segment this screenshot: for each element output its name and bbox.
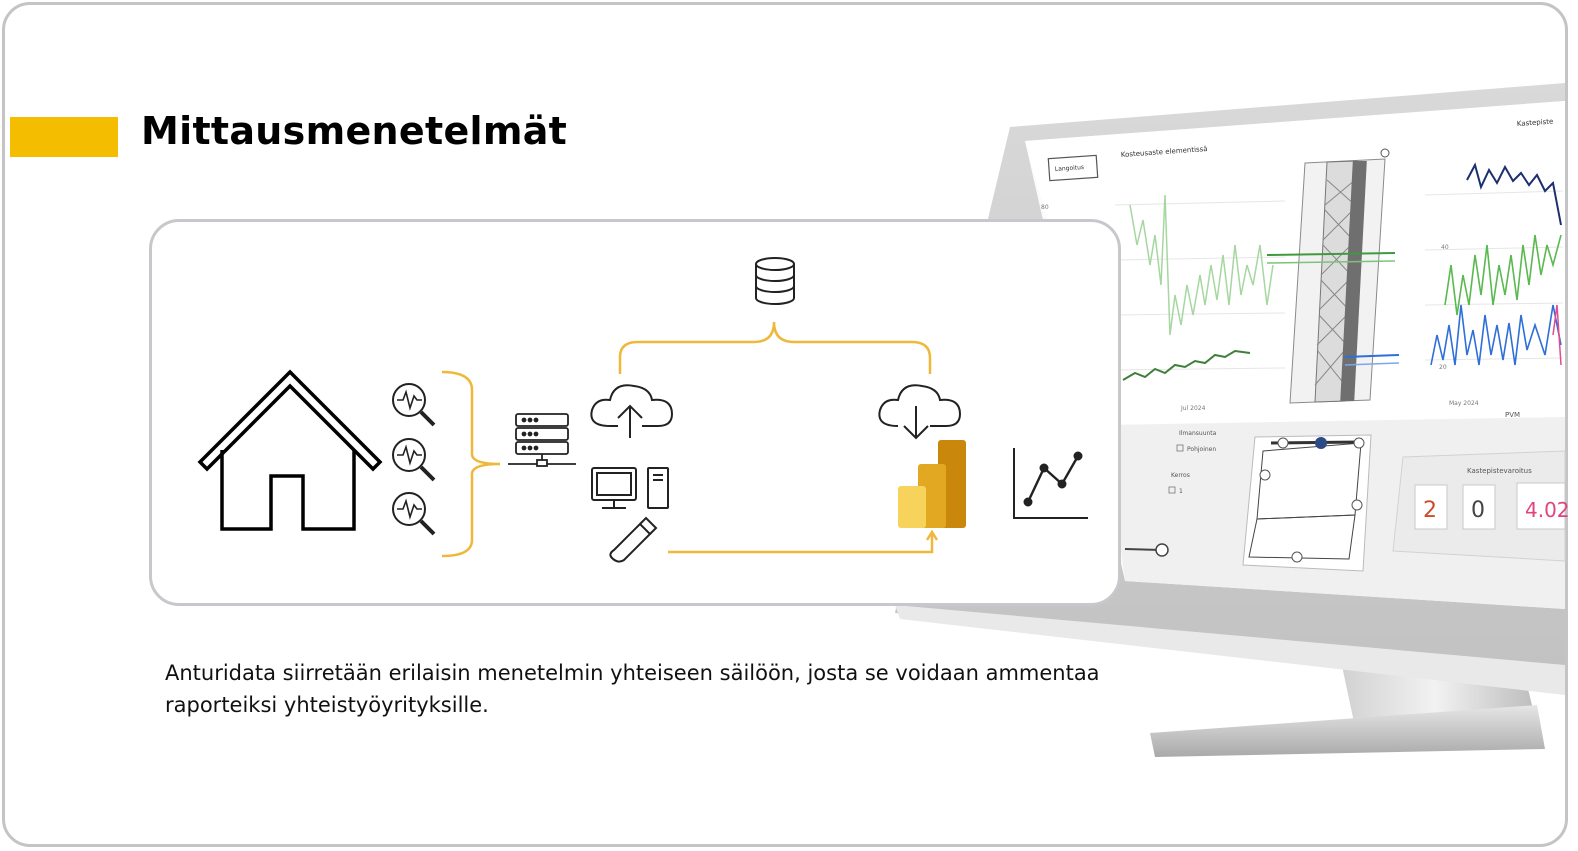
- sensor-bracket: [442, 372, 500, 556]
- dashboard-axis-label: 40: [1441, 244, 1449, 251]
- transfer-arrow: [668, 534, 932, 552]
- kpi-value: 2: [1423, 498, 1437, 523]
- dashboard-axis-label: 20: [1439, 364, 1447, 371]
- kpi-title: Kastepistevaroitus: [1467, 467, 1532, 475]
- dashboard-axis-label: Jul 2024: [1181, 405, 1206, 412]
- diagram-card: [149, 219, 1121, 606]
- data-flow-diagram: [152, 222, 1118, 603]
- dashboard-filter-label: 1: [1179, 488, 1183, 495]
- dashboard-axis-label: 80: [1041, 204, 1049, 211]
- dashboard-axis-label: PVM: [1505, 411, 1521, 419]
- sensor-icon: [393, 439, 434, 480]
- dashboard-panel-title-left: Kosteusaste elementissä: [1120, 144, 1208, 159]
- slide-title: Mittausmenetelmät: [141, 109, 568, 153]
- kpi-value: 4.02: [1525, 498, 1570, 522]
- dashboard-filter-label: Ilmansuunta: [1179, 430, 1217, 437]
- cloud-download-icon: [879, 385, 960, 438]
- sensor-icon: [393, 493, 434, 534]
- slide-caption: [165, 657, 1205, 721]
- dashboard-filter-label: Kerros: [1171, 472, 1190, 479]
- cloud-upload-icon: [591, 385, 672, 438]
- dashboard-filter-label: Pohjoinen: [1187, 446, 1217, 453]
- server-icon: [508, 414, 576, 466]
- caption-line: raporteiksi yhteistyöyrityksille.: [165, 693, 489, 717]
- sensor-icon: [393, 384, 434, 425]
- kpi-card: [1393, 451, 1570, 561]
- caption-line: Anturidata siirretään erilaisin menetelmin yhteiseen säilöön, josta se voidaan ammentaa: [165, 661, 1100, 685]
- dashboard-panel-title-right: Kastepiste: [1516, 117, 1554, 128]
- floor-plan-image: [1243, 435, 1371, 571]
- power-bi-icon: [898, 440, 966, 528]
- database-icon: [756, 258, 794, 304]
- house-icon: [200, 372, 380, 529]
- dashboard-button-label: Langoitus: [1054, 163, 1085, 173]
- dashboard-axis-label: May 2024: [1449, 400, 1479, 407]
- computer-icon: [592, 468, 668, 508]
- slide-frame: [2, 2, 1568, 847]
- title-accent-bar: [10, 117, 118, 157]
- line-chart-icon: [1014, 448, 1088, 518]
- kpi-value: 0: [1471, 498, 1485, 523]
- monitor-base: [1150, 705, 1545, 757]
- usb-stick-icon: [610, 518, 656, 562]
- cloud-bracket: [620, 322, 930, 374]
